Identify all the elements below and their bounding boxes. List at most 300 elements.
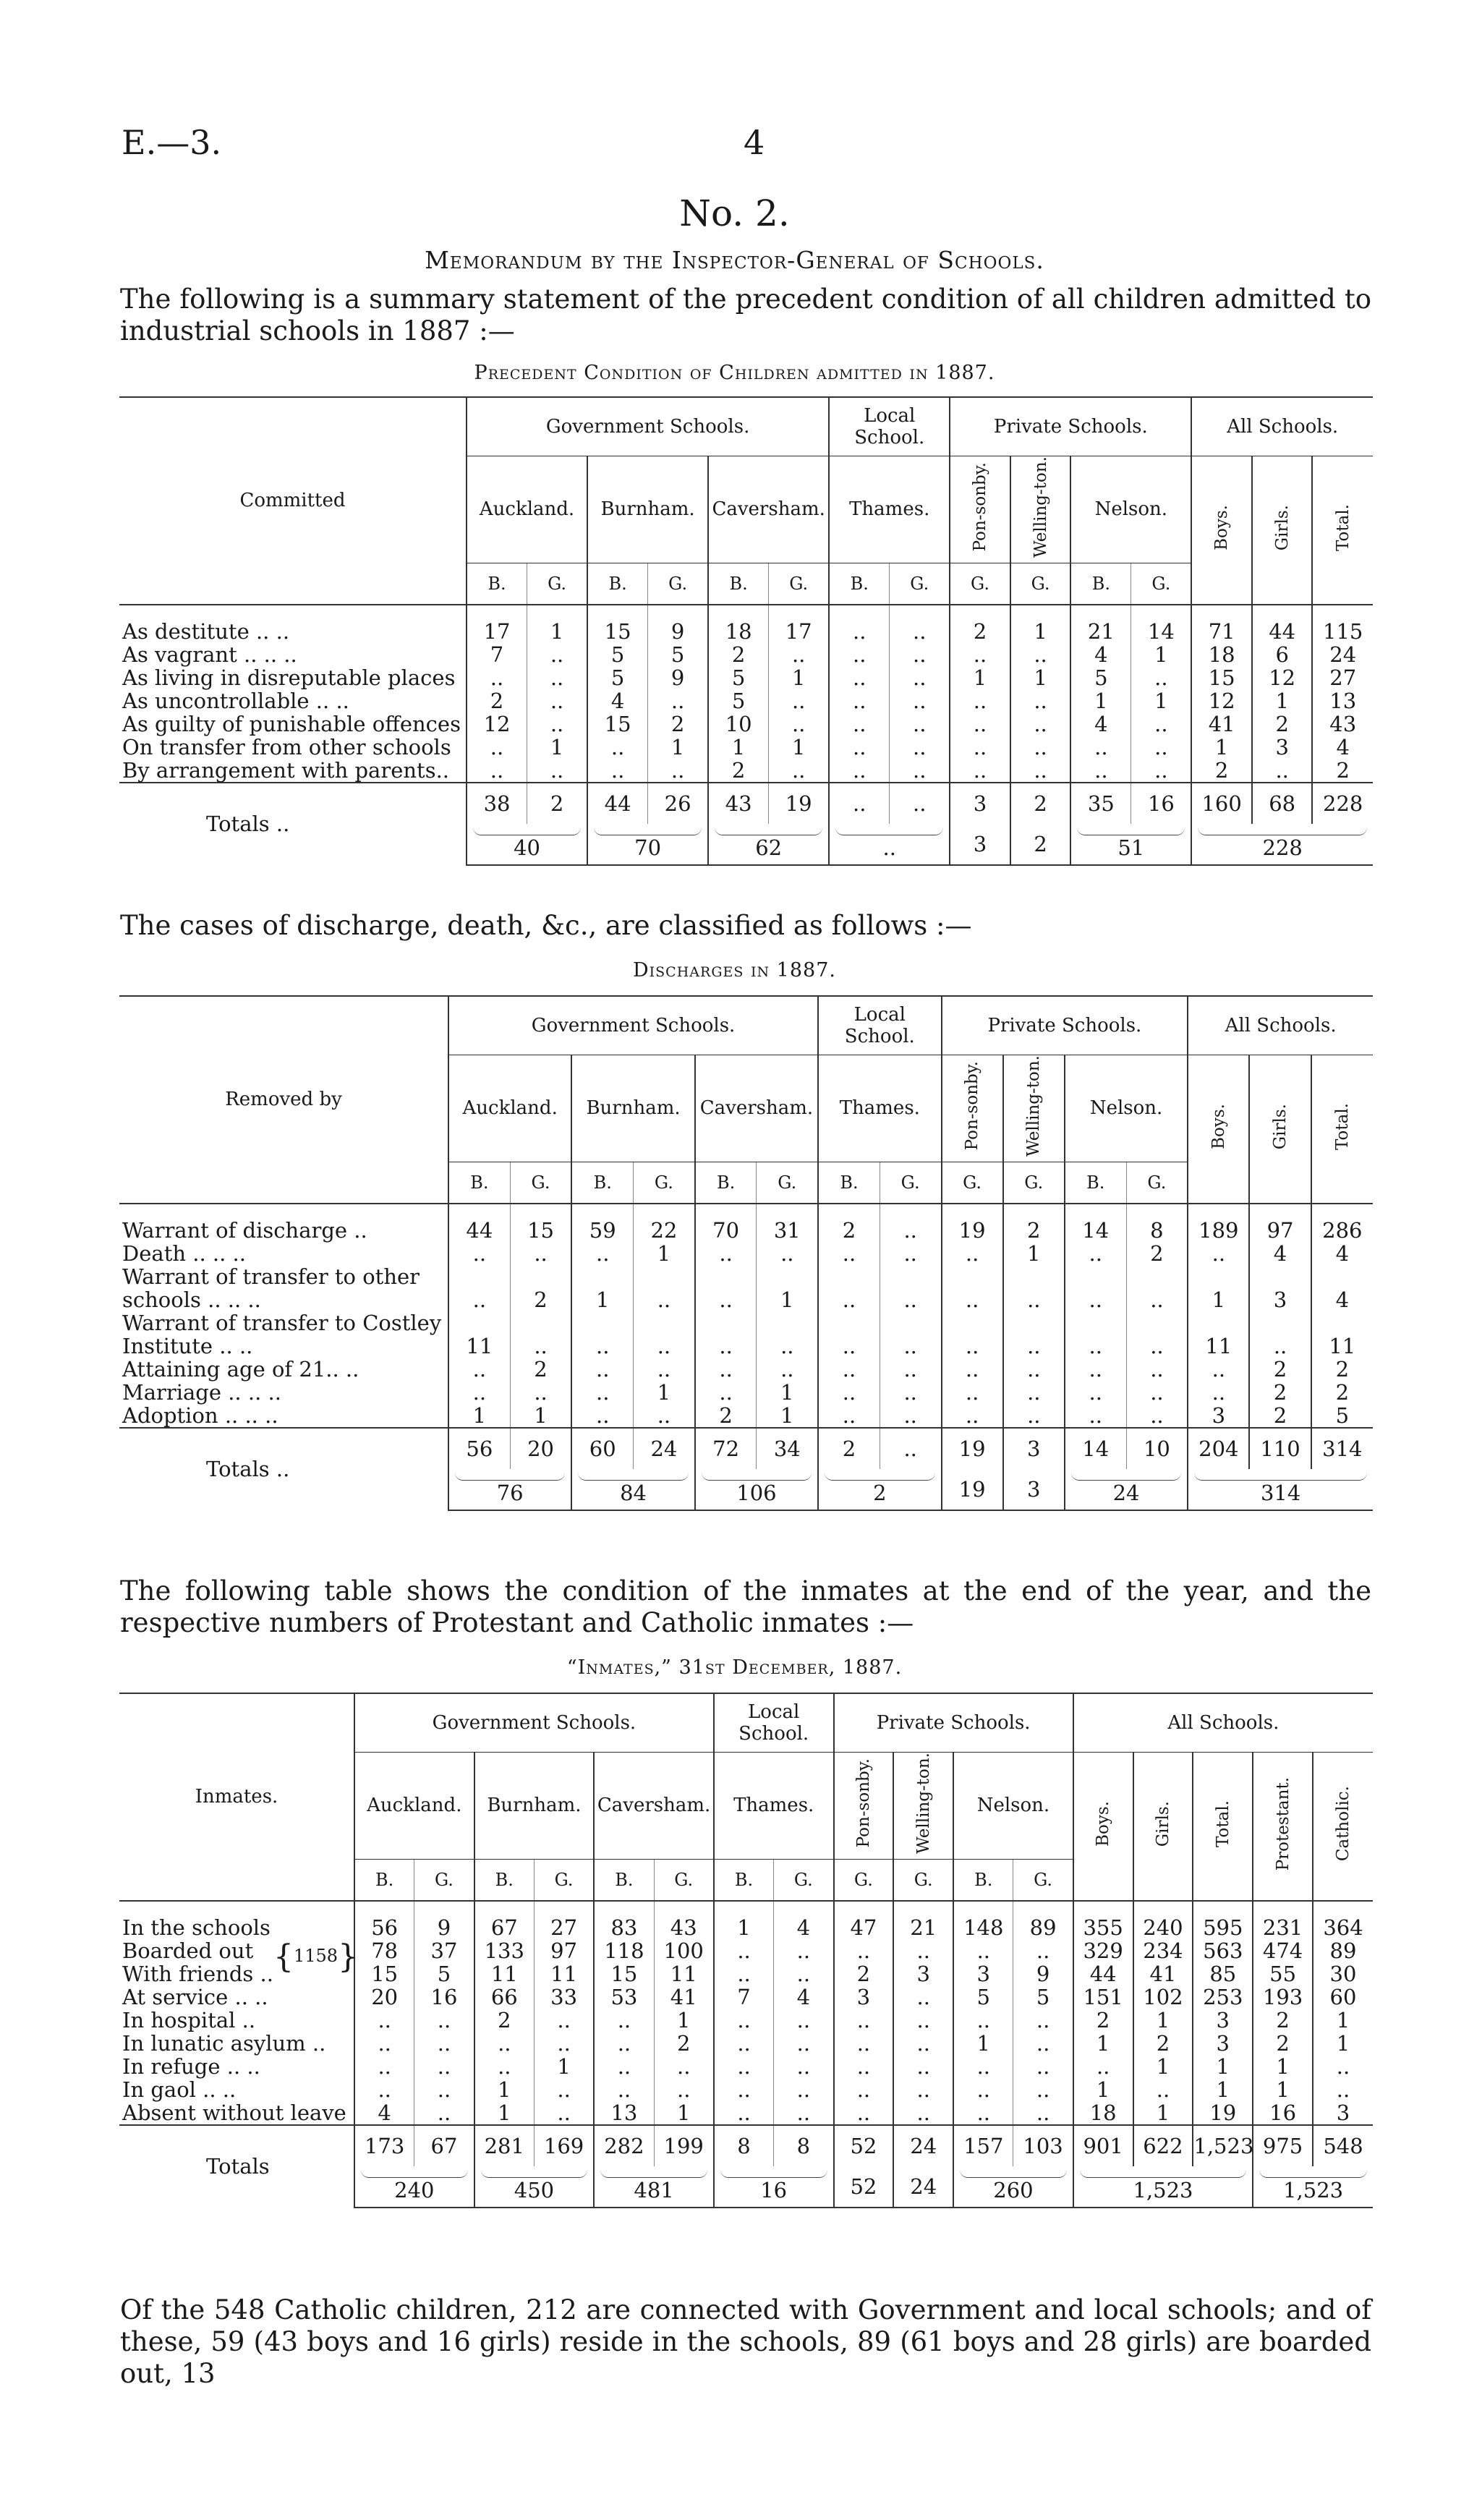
totals-cell: 1,523	[1193, 2125, 1253, 2166]
header-g: G.	[893, 1859, 953, 1901]
table-cell: ..	[893, 2032, 953, 2055]
brace-line	[361, 2170, 468, 2178]
header-government: Government Schools.	[448, 996, 818, 1055]
totals-cell: 14	[1065, 1428, 1126, 1469]
table-cell: ..	[1070, 759, 1131, 783]
brace-line	[1198, 827, 1367, 835]
table-cell: ..	[448, 1381, 510, 1404]
table-cell: 12	[1191, 689, 1252, 712]
table-cell: ..	[818, 1404, 880, 1428]
table-cell: 1	[708, 736, 769, 759]
table-cell: 5	[1013, 1985, 1073, 2009]
table-cell: 7	[467, 643, 527, 666]
page-reference: E.—3.	[122, 123, 222, 162]
totals-cell: 282	[594, 2125, 654, 2166]
table-cell: 1	[654, 2009, 714, 2032]
row-label: In gaol .. ..	[122, 2077, 237, 2102]
table-cell: ..	[818, 1288, 880, 1311]
table-cell: 66	[474, 1985, 535, 2009]
table-cell: 27	[534, 1901, 594, 1939]
table-cell: ..	[1065, 1335, 1126, 1358]
table-cell: ..	[1070, 736, 1131, 759]
combined-cell	[1070, 824, 1191, 865]
table-cell: ..	[1133, 2078, 1193, 2101]
header-g: G.	[1010, 563, 1071, 605]
row-label: Marriage .. .. ..	[122, 1379, 281, 1405]
totals-row	[119, 1428, 1373, 1469]
table-row	[119, 1335, 1373, 1358]
header-auckland: Auckland.	[448, 1055, 571, 1162]
combined-cell	[1010, 824, 1071, 865]
table-cell: 53	[594, 1985, 654, 2009]
table-cell: 3	[1193, 2032, 1253, 2055]
table-cell: 43	[1312, 712, 1373, 736]
table-cell: 1	[474, 2101, 535, 2125]
header-g: G.	[942, 1162, 1003, 1204]
header-local: Local School.	[829, 397, 950, 456]
table-row	[119, 1204, 1373, 1242]
table-cell: ..	[890, 689, 950, 712]
header-total: Total.	[1193, 1753, 1253, 1901]
header-private: Private Schools.	[950, 397, 1191, 456]
header-thames: Thames.	[818, 1055, 941, 1162]
combined-value: 76	[496, 1481, 524, 1506]
header-b: B.	[448, 1162, 510, 1204]
table-cell: ..	[587, 736, 648, 759]
table-cell: 16	[1253, 2101, 1313, 2125]
brace-line	[960, 2170, 1067, 2178]
table-cell: 1	[1193, 2055, 1253, 2078]
table-cell: ..	[942, 1335, 1003, 1358]
table-cell: 1	[757, 1381, 818, 1404]
table-cell: 3	[834, 1985, 894, 2009]
totals-cell: 2	[818, 1428, 880, 1469]
header-girls: Girls.	[1133, 1753, 1193, 1901]
header-b: B.	[474, 1859, 535, 1901]
table-cell: 2	[510, 1288, 571, 1311]
table-cell: ..	[1188, 1381, 1249, 1404]
header-g: G.	[634, 1162, 695, 1204]
combined-value: 3	[973, 831, 987, 856]
header-girls: Girls.	[1249, 1055, 1311, 1204]
table-cell: ..	[953, 2055, 1013, 2078]
header-g: G.	[1013, 1859, 1073, 1901]
table-cell: ..	[774, 1939, 834, 1962]
table-cell: 14	[1131, 605, 1192, 643]
header-thames: Thames.	[829, 456, 950, 563]
combined-cell	[1191, 824, 1373, 865]
header-b: B.	[587, 563, 648, 605]
table-cell	[818, 1311, 880, 1335]
table-cell	[1003, 1265, 1065, 1288]
table-cell: ..	[890, 736, 950, 759]
header-auckland: Auckland.	[354, 1753, 474, 1860]
row-label: As living in disreputable places	[122, 665, 456, 690]
combined-value: 19	[958, 1476, 986, 1502]
table-cell: 17	[769, 605, 830, 643]
table-cell: ..	[474, 2055, 535, 2078]
table-cell: ..	[950, 689, 1010, 712]
table-cell: 2	[708, 759, 769, 783]
table-cell: ..	[953, 1939, 1013, 1962]
table-cell: ..	[1010, 712, 1071, 736]
table-cell: 1	[769, 736, 830, 759]
table-cell: 1	[634, 1242, 695, 1265]
table-cell: 17	[467, 605, 527, 643]
table-cell: 1	[1191, 736, 1252, 759]
totals-cell: 110	[1249, 1428, 1311, 1469]
totals-cell: 67	[414, 2125, 474, 2166]
table-cell: ..	[527, 712, 588, 736]
header-g: G.	[1003, 1162, 1065, 1204]
totals-cell: 3	[1003, 1428, 1065, 1469]
table-cell: 1	[1070, 689, 1131, 712]
table-cell	[1188, 1311, 1249, 1335]
totals-cell: 204	[1188, 1428, 1249, 1469]
brace-line	[1077, 827, 1185, 835]
table-precedent-condition	[119, 396, 1373, 866]
table-cell: 5	[708, 666, 769, 689]
table-cell: 13	[594, 2101, 654, 2125]
table-cell: 1	[527, 736, 588, 759]
header-g: G.	[880, 1162, 941, 1204]
table-cell: 97	[534, 1939, 594, 1962]
combined-cell	[1065, 1469, 1188, 1510]
header-total: Total.	[1312, 456, 1373, 605]
totals-cell: ..	[890, 783, 950, 824]
closing-paragraph: Of the 548 Catholic children, 212 are connected with Government and local schools; and of these, 59 (43 boys and 16 girls) reside in the schools, 89 (61 boys and 28 girls) are boarded out, 13	[120, 2294, 1371, 2389]
table-cell: 15	[510, 1204, 571, 1242]
header-g: G.	[414, 1859, 474, 1901]
table-cell: ..	[714, 2101, 774, 2125]
header-g: G.	[527, 563, 588, 605]
combined-value: 40	[514, 835, 540, 861]
table-cell: ..	[1065, 1381, 1126, 1404]
table-cell: ..	[880, 1404, 941, 1428]
row-label: Warrant of transfer to Costley	[122, 1310, 442, 1335]
totals-cell: 548	[1313, 2125, 1373, 2166]
table-cell: ..	[1003, 1381, 1065, 1404]
table-cell: ..	[829, 736, 890, 759]
table-row	[119, 2009, 1373, 2032]
table-cell: 563	[1193, 1939, 1253, 1962]
table-cell: 3	[1193, 2009, 1253, 2032]
header-caversham: Caversham.	[708, 456, 829, 563]
totals-cell: 19	[769, 783, 830, 824]
table-cell: 1	[1131, 643, 1192, 666]
header-burnham: Burnham.	[474, 1753, 595, 1860]
table-cell: ..	[834, 2101, 894, 2125]
table-cell: ..	[1313, 2078, 1373, 2101]
brace-line	[715, 827, 822, 835]
table-row	[119, 1901, 1373, 1939]
table-cell: ..	[1126, 1381, 1188, 1404]
table-cell: ..	[757, 1358, 818, 1381]
table-cell: 151	[1073, 1985, 1133, 2009]
table-cell: ..	[774, 2009, 834, 2032]
table-cell: 4	[1311, 1288, 1373, 1311]
table-cell: ..	[587, 759, 648, 783]
row-label: Warrant of transfer to other	[122, 1264, 420, 1289]
header-b: B.	[354, 1859, 414, 1901]
table-cell: 44	[1252, 605, 1313, 643]
table-cell: 1	[1010, 666, 1071, 689]
table-cell: ..	[1131, 759, 1192, 783]
table-cell: ..	[890, 666, 950, 689]
combined-value: 2	[1034, 831, 1047, 856]
table-cell: 2	[1312, 759, 1373, 783]
table-cell: ..	[1126, 1288, 1188, 1311]
table-cell: ..	[818, 1381, 880, 1404]
combined-cell	[834, 2166, 894, 2208]
table-cell: 11	[534, 1962, 594, 1985]
left-brace-glyph: {	[273, 1938, 294, 1975]
header-all: All Schools.	[1073, 1693, 1373, 1753]
table-cell: 56	[354, 1901, 414, 1939]
table-cell: 2	[1126, 1242, 1188, 1265]
table-cell: ..	[834, 2055, 894, 2078]
table-cell	[1188, 1265, 1249, 1288]
table-cell: 1	[1188, 1288, 1249, 1311]
intro-paragraph: The following is a summary statement of the precedent condition of all children admitted to industrial schools in 1887 :—	[120, 284, 1371, 346]
table-cell: 18	[1073, 2101, 1133, 2125]
table-cell: 1	[950, 666, 1010, 689]
row-label: On transfer from other schools	[122, 734, 451, 759]
table-cell: ..	[1010, 759, 1071, 783]
combined-value: 106	[736, 1481, 777, 1506]
table-cell	[510, 1311, 571, 1335]
table-cell: ..	[695, 1358, 757, 1381]
right-brace-glyph: }	[338, 1938, 359, 1975]
combined-cell	[571, 1469, 694, 1510]
combined-value: 228	[1262, 835, 1303, 861]
table-row	[119, 1985, 1373, 2009]
brace-line	[481, 2170, 588, 2178]
table-cell: 189	[1188, 1204, 1249, 1242]
table-cell	[448, 1311, 510, 1335]
table-cell: ..	[890, 759, 950, 783]
table-cell	[695, 1311, 757, 1335]
table-cell: ..	[829, 712, 890, 736]
header-b: B.	[594, 1859, 654, 1901]
table-cell: ..	[634, 1288, 695, 1311]
table-cell: 19	[1193, 2101, 1253, 2125]
table-cell: ..	[769, 712, 830, 736]
table-row	[119, 759, 1373, 783]
totals-cell: 10	[1126, 1428, 1188, 1469]
totals-cell: 901	[1073, 2125, 1133, 2166]
row-label: As guilty of punishable offences	[122, 711, 461, 736]
brace-line	[455, 1473, 565, 1481]
table-cell: 1	[1253, 2055, 1313, 2078]
table-cell: 15	[587, 712, 648, 736]
table-cell: ..	[354, 2009, 414, 2032]
table1-caption: Precedent Condition of Children admitted in 1887.	[474, 362, 995, 384]
table-cell: ..	[1003, 1404, 1065, 1428]
table-row	[119, 1311, 1373, 1335]
table-cell: 118	[594, 1939, 654, 1962]
totals-cell: 24	[634, 1428, 695, 1469]
combined-value: 51	[1117, 835, 1145, 861]
totals-cell: 228	[1312, 783, 1373, 824]
header-b: B.	[829, 563, 890, 605]
table-cell: ..	[1131, 712, 1192, 736]
between-paragraph-2: The following table shows the condition of the inmates at the end of the year, and the respective numbers of Protestant and Catholic inmates :—	[120, 1575, 1371, 1638]
table-cell: ..	[714, 2009, 774, 2032]
table-cell	[757, 1311, 818, 1335]
combined-value: 240	[394, 2178, 435, 2203]
table-cell	[880, 1311, 941, 1335]
table-cell: 11	[448, 1335, 510, 1358]
header-all: All Schools.	[1191, 397, 1373, 456]
table-cell: ..	[448, 1358, 510, 1381]
page-number: 4	[744, 123, 765, 162]
table-cell	[942, 1311, 1003, 1335]
table-cell: ..	[448, 1288, 510, 1311]
table-cell: ..	[474, 2032, 535, 2055]
combined-cell	[474, 2166, 595, 2208]
table-cell: ..	[1126, 1335, 1188, 1358]
table-cell: ..	[654, 2078, 714, 2101]
table-cell: 148	[953, 1901, 1013, 1939]
header-g: G.	[534, 1859, 594, 1901]
table-cell: 33	[534, 1985, 594, 2009]
table-cell: 37	[414, 1939, 474, 1962]
table-cell: ..	[834, 2032, 894, 2055]
table-cell: 1	[1133, 2009, 1193, 2032]
table-cell: ..	[467, 759, 527, 783]
brace-line	[825, 1473, 934, 1481]
totals-cell: 24	[893, 2125, 953, 2166]
header-ponsonby: Pon-sonby.	[834, 1753, 894, 1860]
table-cell: 1	[953, 2032, 1013, 2055]
combined-cell	[1073, 2166, 1253, 2208]
table-cell	[1126, 1311, 1188, 1335]
table-cell: 15	[594, 1962, 654, 1985]
table-row	[119, 712, 1373, 736]
totals-cell: 622	[1133, 2125, 1193, 2166]
table-cell: ..	[354, 2078, 414, 2101]
table-cell: ..	[953, 2101, 1013, 2125]
table-cell: 5	[1070, 666, 1131, 689]
table-cell: ..	[1010, 689, 1071, 712]
table-cell: 2	[654, 2032, 714, 2055]
table-cell: ..	[1010, 643, 1071, 666]
table-cell: ..	[414, 2078, 474, 2101]
table-cell: ..	[1013, 2009, 1073, 2032]
table2-caption: Discharges in 1887.	[633, 959, 836, 982]
totals-label: Totals ..	[119, 1428, 448, 1510]
combined-cell	[953, 2166, 1073, 2208]
table-cell: 1	[1010, 605, 1071, 643]
table-cell	[510, 1265, 571, 1288]
brace-line	[1259, 2170, 1367, 2178]
header-g: G.	[950, 563, 1010, 605]
totals-cell: 314	[1311, 1428, 1373, 1469]
table-cell	[634, 1265, 695, 1288]
brace-line	[600, 2170, 707, 2178]
combined-value: 24	[910, 2174, 937, 2199]
table-cell: 1	[1131, 689, 1192, 712]
table-cell: 9	[1013, 1962, 1073, 1985]
combined-cell	[587, 824, 708, 865]
table-cell: 474	[1253, 1939, 1313, 1962]
combined-value: 1,523	[1133, 2178, 1193, 2203]
table-cell: ..	[1010, 736, 1071, 759]
table-cell: 1	[654, 2101, 714, 2125]
totals-cell: 157	[953, 2125, 1013, 2166]
row-label: As vagrant .. .. ..	[122, 642, 297, 667]
table-cell: 59	[571, 1204, 633, 1242]
table-cell: ..	[829, 689, 890, 712]
table-cell: ..	[634, 1404, 695, 1428]
table-cell: ..	[648, 689, 709, 712]
table-cell: 1	[527, 605, 588, 643]
table-cell: ..	[714, 2032, 774, 2055]
totals-cell: 43	[708, 783, 769, 824]
table-cell: ..	[714, 2055, 774, 2078]
table-cell	[757, 1265, 818, 1288]
table-cell: 14	[1065, 1204, 1126, 1242]
brace-line	[578, 1473, 688, 1481]
header-burnham: Burnham.	[587, 456, 708, 563]
totals-cell: 975	[1253, 2125, 1313, 2166]
table-cell: 2	[1249, 1381, 1311, 1404]
combined-value: 3	[1027, 1476, 1041, 1502]
totals-cell: 8	[714, 2125, 774, 2166]
table-cell: ..	[774, 2055, 834, 2078]
document-number: No. 2.	[679, 192, 790, 234]
table-cell: ..	[714, 2078, 774, 2101]
totals-cell: 281	[474, 2125, 535, 2166]
table-cell: 1	[648, 736, 709, 759]
table-cell: 1	[1313, 2032, 1373, 2055]
table-cell: ..	[893, 2078, 953, 2101]
table-cell: ..	[467, 736, 527, 759]
table-cell: 2	[1191, 759, 1252, 783]
table-cell: 5	[587, 666, 648, 689]
table-cell	[571, 1265, 633, 1288]
header-caversham: Caversham.	[594, 1753, 714, 1860]
table-cell: 18	[1191, 643, 1252, 666]
table-cell: 78	[354, 1939, 414, 1962]
row-header: Committed	[119, 397, 467, 605]
row-header: Removed by	[119, 996, 448, 1204]
table-cell: ..	[527, 759, 588, 783]
header-catholic: Catholic.	[1313, 1753, 1373, 1901]
table-cell: ..	[527, 643, 588, 666]
table-cell: 13	[1312, 689, 1373, 712]
header-government: Government Schools.	[354, 1693, 714, 1753]
table-row	[119, 689, 1373, 712]
table-cell: ..	[571, 1242, 633, 1265]
table-cell: 2	[1073, 2009, 1133, 2032]
table-cell: 43	[654, 1901, 714, 1939]
table-cell: ..	[571, 1335, 633, 1358]
combined-cell	[829, 824, 950, 865]
table-cell: ..	[534, 2078, 594, 2101]
table-cell: ..	[769, 689, 830, 712]
brace-note: {1158}	[273, 1938, 359, 1975]
table-cell: 1	[534, 2055, 594, 2078]
combined-value: 1,523	[1283, 2178, 1344, 2203]
table-cell: ..	[695, 1288, 757, 1311]
table-cell: 41	[1133, 1962, 1193, 1985]
header-g: G.	[774, 1859, 834, 1901]
totals-cell: ..	[880, 1428, 941, 1469]
table-cell: 41	[654, 1985, 714, 2009]
table-cell: 2	[708, 643, 769, 666]
